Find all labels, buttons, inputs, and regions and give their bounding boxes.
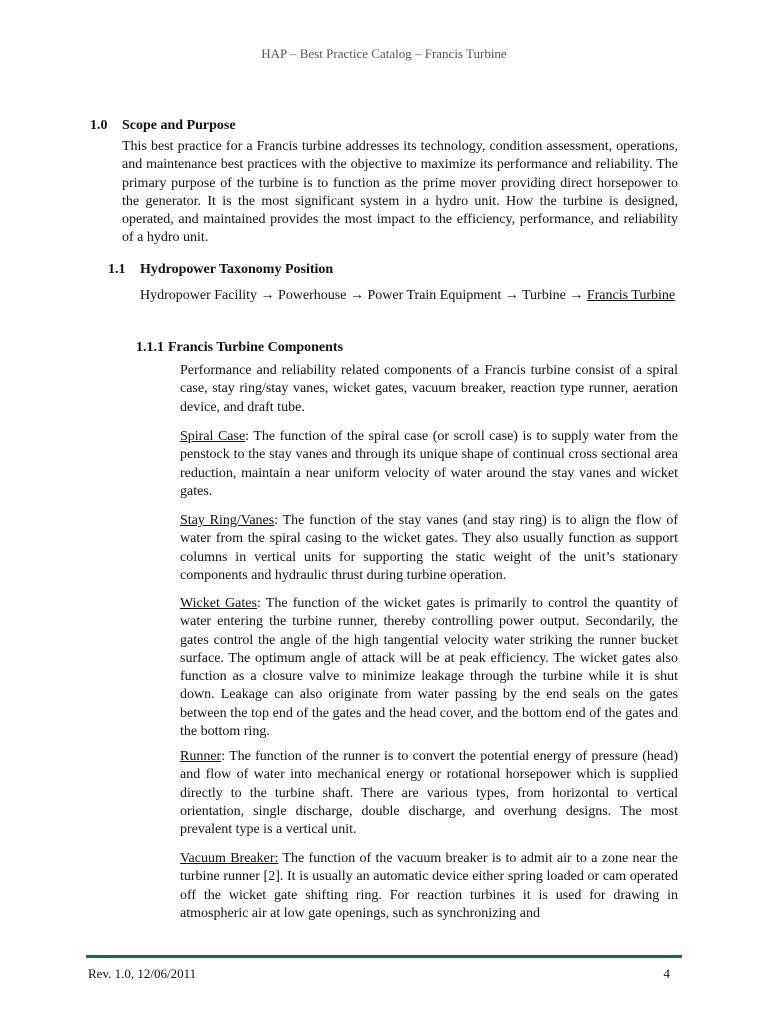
component-paragraph bbox=[180, 748, 678, 839]
running-header: HAP – Best Practice Catalog – Francis Turbine bbox=[261, 46, 507, 61]
component-text: : The function of the wicket gates is primarily to control the quantity of water entering the turbine runner, thereby controlling power output. Secondarily, the gates control the angle of the high tangential velocity water striking the runner bucket surface. The optimum angle of attack will be at peak efficiency. The wicket gates also function as a closure valve to minimize leakage through the turbine while it is shut down. Leakage can also originate from water passing by the end seals on the gates between the top end of the gates and the head cover, and the bottom end of the gates and the bottom ring. bbox=[180, 596, 678, 740]
footer-revision: Rev. 1.0, 12/06/2011 bbox=[88, 966, 197, 981]
section-number: 1.1 bbox=[108, 262, 126, 277]
taxonomy-linked-term: Francis Turbine bbox=[586, 288, 676, 303]
component-text: : The function of the spiral case (or scroll case) is to supply water from the penstock to the stay vanes and through its unique shape of continual cross sectional area reduction, maintain a near uniform velocity of water around the stay vanes and wicket gates. bbox=[180, 429, 679, 499]
section-heading-1-0 bbox=[90, 118, 236, 134]
component-label: Vacuum Breaker: bbox=[180, 851, 279, 866]
section-heading-1-1 bbox=[108, 262, 333, 278]
component-paragraph bbox=[180, 595, 678, 741]
component-paragraph bbox=[180, 512, 678, 585]
taxonomy-path-text: Hydropower Facility → Powerhouse → Power Train Equipment → Turbine → bbox=[140, 288, 587, 303]
components-intro: Performance and reliability related components of a Francis turbine consist of a spiral case, stay ring/stay vanes, wicket gates, vacuum breaker, reaction type runner, aeration device, and draft tube. bbox=[180, 363, 678, 415]
component-text: : The function of the runner is to convert the potential energy of pressure (head) and flow of water into mechanical energy or rotational horsepower which is supplied directly to the turbine shaft. There are various types, from horizontal to vertical orientation, single discharge, double discharge, and overhung designs. The most prevalent type is a vertical unit. bbox=[180, 749, 678, 838]
component-paragraph bbox=[180, 428, 678, 501]
section-title: Scope and Purpose bbox=[122, 118, 236, 133]
component-text: : The function of the stay vanes (and stay ring) is to align the flow of water from the spiral casing to the wicket gates. They also usually function as support columns in vertical units for supporting the static weight of the unit’s stationary components and hydraulic thrust during turbine operation. bbox=[180, 513, 678, 583]
footer-divider bbox=[86, 955, 682, 958]
component-label: Spiral Case bbox=[180, 429, 246, 444]
section-number: 1.0 bbox=[90, 118, 108, 133]
scope-paragraph: This best practice for a Francis turbine addresses its technology, condition assessment, operations, and maintenance best practices with the objective to maximize its performance and reliability. The primary purpose of the turbine is to function as the prime mover providing direct horsepower to the generator. It is the most significant system in a hydro unit. How the turbine is designed, operated, and maintained provides the most impact to the efficiency, performance, and reliability of a hydro unit. bbox=[122, 139, 678, 246]
section-title: Francis Turbine Components bbox=[168, 340, 344, 355]
section-heading-1-1-1 bbox=[136, 340, 343, 356]
footer-page-number: 4 bbox=[663, 966, 670, 981]
component-text: The function of the vacuum breaker is to admit air to a zone near the turbine runner [2]. It is usually an automatic device either spring loaded or cam operated off the wicket gate shifting ring. For reaction turbines it is used for drawing in atmospheric air at low gate openings, such as synchronizing and bbox=[180, 851, 678, 921]
section-title: Hydropower Taxonomy Position bbox=[140, 262, 334, 277]
component-label: Stay Ring/Vanes bbox=[180, 513, 275, 528]
taxonomy-path bbox=[140, 287, 678, 305]
component-label: Runner bbox=[180, 749, 222, 764]
component-label: Wicket Gates bbox=[180, 596, 257, 611]
component-paragraph bbox=[180, 850, 678, 923]
section-number: 1.1.1 bbox=[136, 340, 164, 355]
